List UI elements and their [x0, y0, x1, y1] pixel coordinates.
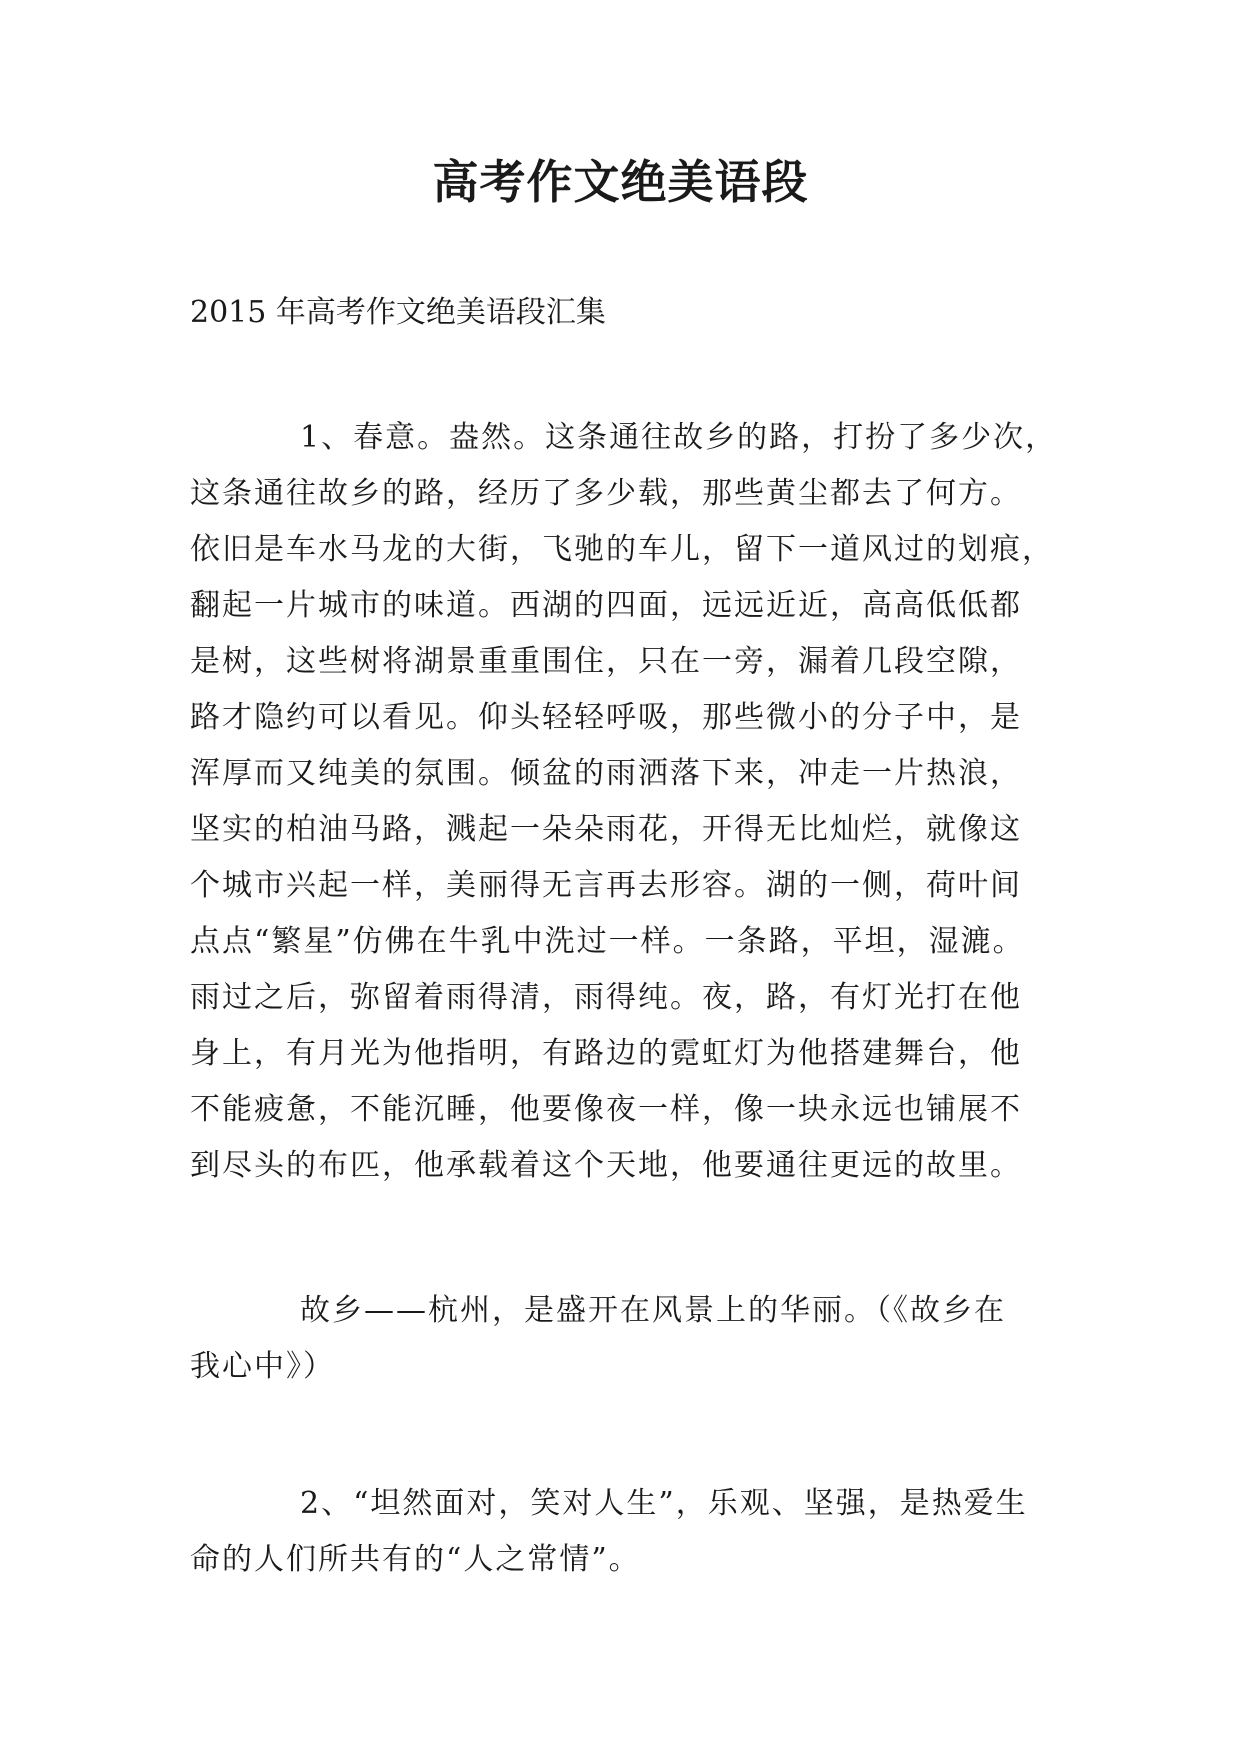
paragraph-line: 命的人们所共有的“人之常情”。	[190, 1542, 641, 1577]
paragraph-line: 翻起一片城市的味道。西湖的四面，远远近近，高高低低都	[190, 588, 1022, 623]
paragraph-line: 身上，有月光为他指明，有路边的霓虹灯为他搭建舞台，他	[190, 1036, 1022, 1071]
paragraph-line: 雨过之后，弥留着雨得清，雨得纯。夜，路，有灯光打在他	[190, 980, 1022, 1015]
paragraph-line: 个城市兴起一样，美丽得无言再去形容。湖的一侧，荷叶间	[190, 868, 1022, 903]
paragraph-1	[190, 410, 1070, 1194]
paragraph-line: 坚实的柏油马路，溅起一朵朵雨花，开得无比灿烂，就像这	[190, 812, 1022, 847]
paragraph-3	[190, 1476, 1070, 1588]
document-title: 高考作文绝美语段	[432, 155, 809, 209]
paragraph-line: 浑厚而又纯美的氛围。倾盆的雨洒落下来，冲走一片热浪，	[190, 756, 1022, 791]
paragraph-line: 依旧是车水马龙的大街，飞驰的车儿，留下一道风过的划痕，	[190, 532, 1054, 567]
paragraph-line: 到尽头的布匹，他承载着这个天地，他要通往更远的故里。	[190, 1148, 1022, 1183]
paragraph-line: 2、“坦然面对，笑对人生”，乐观、坚强，是热爱生	[300, 1486, 1028, 1521]
paragraph-line: 路才隐约可以看见。仰头轻轻呼吸，那些微小的分子中，是	[190, 700, 1022, 735]
paragraph-line: 故乡——杭州，是盛开在风景上的华丽。（《故乡在	[300, 1293, 1006, 1328]
paragraph-line: 不能疲惫，不能沉睡，他要像夜一样，像一块永远也铺展不	[190, 1092, 1022, 1127]
document-subtitle: 2015 年高考作文绝美语段汇集	[190, 295, 606, 330]
paragraph-2	[190, 1283, 1070, 1395]
paragraph-line: 这条通往故乡的路，经历了多少载，那些黄尘都去了何方。	[190, 476, 1022, 511]
paragraph-line: 1、春意。盎然。这条通往故乡的路，打扮了多少次，	[300, 420, 1058, 455]
paragraph-line: 是树，这些树将湖景重重围住，只在一旁，漏着几段空隙，	[190, 644, 1022, 679]
paragraph-line: 我心中》）	[190, 1349, 335, 1384]
paragraph-line: 点点“繁星”仿佛在牛乳中洗过一样。一条路，平坦，湿漉。	[190, 924, 1025, 959]
